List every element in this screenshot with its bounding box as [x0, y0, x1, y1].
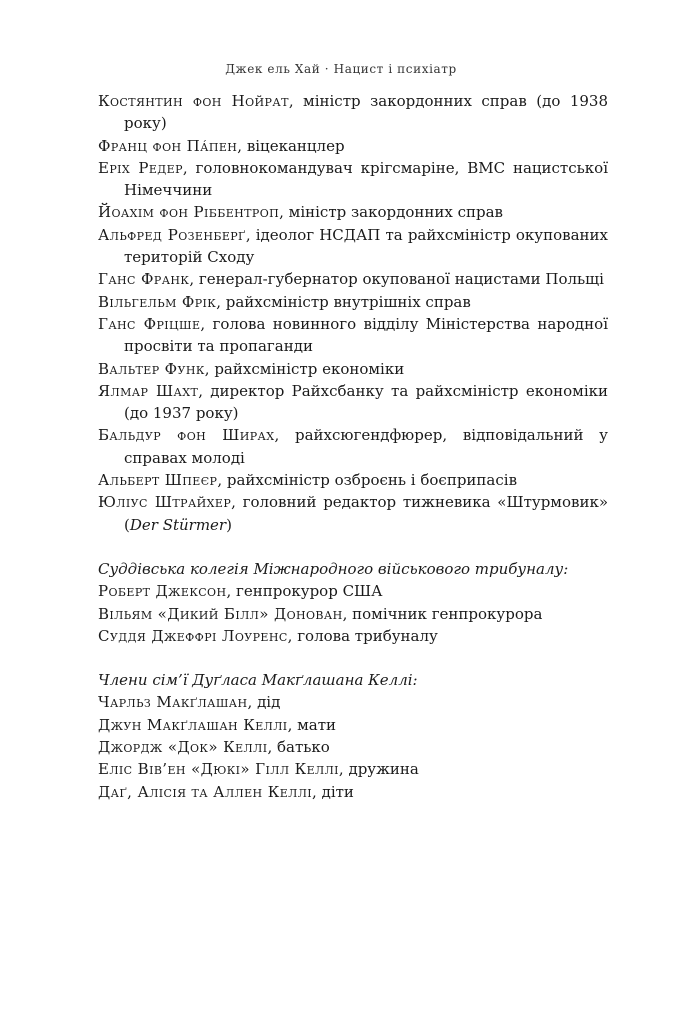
person-role: , міністр закордонних справ (до 1938 року)	[124, 92, 608, 133]
publication-title: Der Stürmer	[129, 515, 227, 534]
person-name: Вальтер Функ	[98, 359, 205, 378]
list-entry	[98, 358, 608, 380]
person-role: , голова трибуналу	[287, 626, 438, 645]
list-entry	[98, 603, 608, 625]
list-entry	[98, 424, 608, 469]
running-header: Джек ель Хай · Нацист і психіатр	[225, 62, 457, 76]
person-role: , райхсюгендфюрер, відповідальний у справах молоді	[124, 426, 608, 467]
person-role: , дружина	[338, 760, 419, 779]
person-role: , райхсміністр озброєнь і боєприпасів	[217, 471, 518, 490]
tribunal-heading: Суддівська колегія Міжнародного військового трибуналу:	[98, 559, 569, 578]
person-name: Даґ, Алісія та Аллен Келлі	[98, 782, 313, 801]
list-entry	[98, 758, 608, 780]
person-name: Чарльз Макґлашан	[98, 693, 248, 712]
person-name: Еріх Редер	[98, 158, 183, 177]
person-name: Альберт Шпеєр	[98, 471, 218, 490]
person-name: Джун Макґлашан Келлі	[98, 715, 288, 734]
person-role: , генерал-губернатор окупованої нацистами Польщі	[189, 270, 604, 289]
person-role: , голова новинного відділу Міністерства народної просвіти та пропаганди	[124, 314, 608, 356]
person-role: , віцеканцлер	[237, 136, 345, 155]
person-name: Ялмар Шахт	[98, 381, 199, 400]
person-role: , помічник генпрокурора	[342, 604, 543, 623]
person-role: , головнокомандувач крігсмаріне, ВМС нацистської Німеччини	[124, 158, 608, 200]
person-name: Суддя Джеффрі Лоуренс	[98, 626, 288, 645]
list-entry	[98, 313, 608, 358]
list-entry	[98, 224, 608, 269]
person-name: Ганс Франк	[98, 270, 190, 289]
list-entry	[98, 291, 608, 313]
list-entry	[98, 491, 608, 536]
character-list	[98, 90, 608, 803]
list-entry	[98, 580, 608, 602]
person-name: Бальдур фон Ширах	[98, 426, 275, 445]
person-name: Еліс Вів’ен «Дюкі» Гілл Келлі	[98, 760, 339, 779]
list-entry	[98, 714, 608, 736]
list-entry	[98, 380, 608, 425]
person-role: , міністр закордонних справ	[279, 203, 503, 222]
person-role: , батько	[267, 738, 330, 757]
list-entry	[98, 201, 608, 223]
person-name: Йоахім фон Ріббентроп	[98, 203, 280, 222]
list-entry	[98, 736, 608, 758]
person-role: , директор Райхсбанку та райхсміністр економіки (до 1937 року)	[124, 381, 608, 423]
list-entry	[98, 90, 608, 135]
person-role: , райхсміністр економіки	[204, 359, 405, 378]
list-entry	[98, 268, 608, 290]
person-role: , ідеолог НСДАП та райхсміністр окупованих територій Сходу	[124, 225, 608, 267]
section-gap	[98, 536, 608, 558]
family-heading: Члени сім’ї Дуґласа Макґлашана Келлі:	[98, 671, 418, 690]
list-entry	[98, 157, 608, 202]
person-name: Роберт Джексон	[98, 582, 227, 601]
person-role: , генпрокурор США	[226, 582, 383, 601]
person-name: Вільгельм Фрік	[98, 292, 217, 311]
closing-paren: )	[226, 515, 232, 534]
person-role: , райхсміністр внутрішніх справ	[216, 292, 471, 311]
person-name: Альфред Розенберґ	[98, 225, 246, 244]
person-name: Ганс Фріцше	[98, 314, 201, 333]
list-entry	[98, 691, 608, 713]
person-name: Костянтин фон Нойрат	[98, 92, 289, 110]
person-role: , головний редактор тижневика «Штурмовик» (	[124, 493, 608, 534]
person-name: Джордж «Док» Келлі	[98, 738, 268, 757]
person-role: , діти	[312, 782, 354, 801]
list-entry	[98, 469, 608, 491]
list-entry	[98, 781, 608, 803]
list-entry	[98, 135, 608, 157]
person-name: Юліус Штрайхер	[98, 493, 232, 512]
section-gap	[98, 647, 608, 669]
person-name: Вільям «Дикий Білл» Донован	[98, 604, 343, 623]
person-name: Франц фон Па́пен	[98, 136, 238, 155]
person-role: , мати	[287, 715, 337, 734]
list-entry	[98, 625, 608, 647]
person-role: , дід	[247, 693, 281, 712]
